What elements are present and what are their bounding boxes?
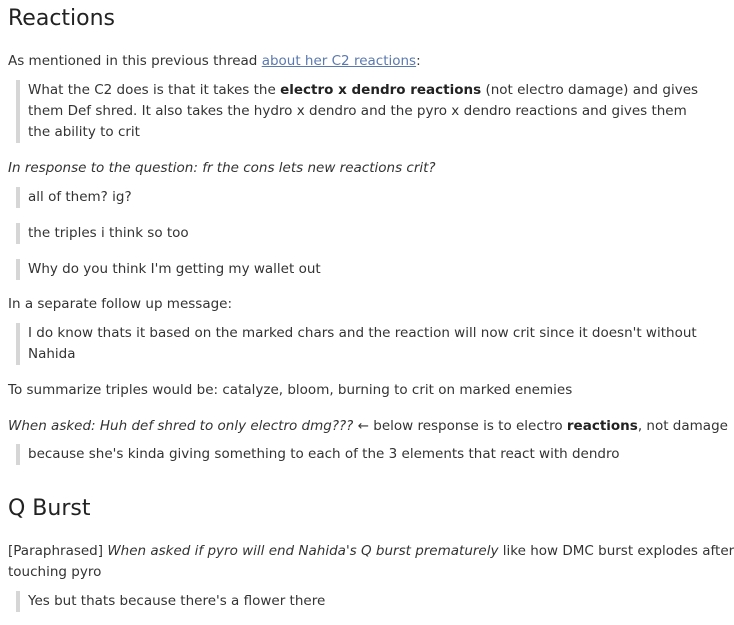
followup-label: In a separate follow up message: [8,296,233,312]
followup-quote-line-2: Nahida [28,346,76,362]
section-title-reactions: Reactions [8,6,116,31]
summary-paragraph: To summarize triples would be: catalyze, bloom, burning to crit on marked enemies [8,382,573,398]
section-title-q-burst: Q Burst [8,496,91,521]
intro-paragraph [8,51,421,72]
c2-reactions-link[interactable]: about her C2 reactions [261,53,417,69]
left-arrow-icon: ← [353,418,374,434]
asked-end: , not damage [637,418,728,434]
c2-quote-line-1 [28,80,699,101]
c2-quote-line-3: the ability to crit [28,124,140,140]
c2-quote-line-2: them Def shred. It also takes the hydro x dendro and the pyro x dendro reactions and gives them [28,103,687,119]
c2-quote-text: What the C2 does is that it takes the [28,82,281,98]
asked-plain: below response is to electro [373,418,567,434]
c2-quote-bold: electro x dendro reactions [280,82,482,98]
qburst-answer-quote: Yes but thats because there's a flower there [16,591,678,612]
asked-bold: reactions [566,418,638,434]
qburst-paragraph [8,541,734,583]
qburst-line-2: touching pyro [8,564,102,580]
reply-quote-3: Why do you think I'm getting my wallet out [16,259,678,280]
question-text: In response to the question: fr the cons lets new reactions crit? [8,160,436,176]
c2-quote-text-2: (not electro damage) and gives [481,82,699,98]
intro-suffix: : [416,53,421,69]
question-paragraph [8,158,436,179]
qburst-line-1 [8,541,734,562]
followup-quote-block [16,323,697,365]
qburst-italic: When asked if pyro will end Nahida's Q burst prematurely [107,543,499,559]
paraphrased-tag: [Paraphrased] [8,543,108,559]
asked-italic: When asked: Huh def shred to only electro dmg??? [8,418,354,434]
reply-quote-2: the triples i think so too [16,223,678,244]
elements-quote: because she's kinda giving something to each of the 3 elements that react with dendro [16,444,678,465]
qburst-plain: like how DMC burst explodes after [498,543,734,559]
c2-quote-block [16,80,699,143]
intro-prefix: As mentioned in this previous thread [8,53,262,69]
reply-quote-1: all of them? ig? [16,187,678,208]
followup-quote-line-1: I do know thats it based on the marked chars and the reaction will now crit since it doesn't without [28,325,697,341]
asked-paragraph [8,416,728,437]
